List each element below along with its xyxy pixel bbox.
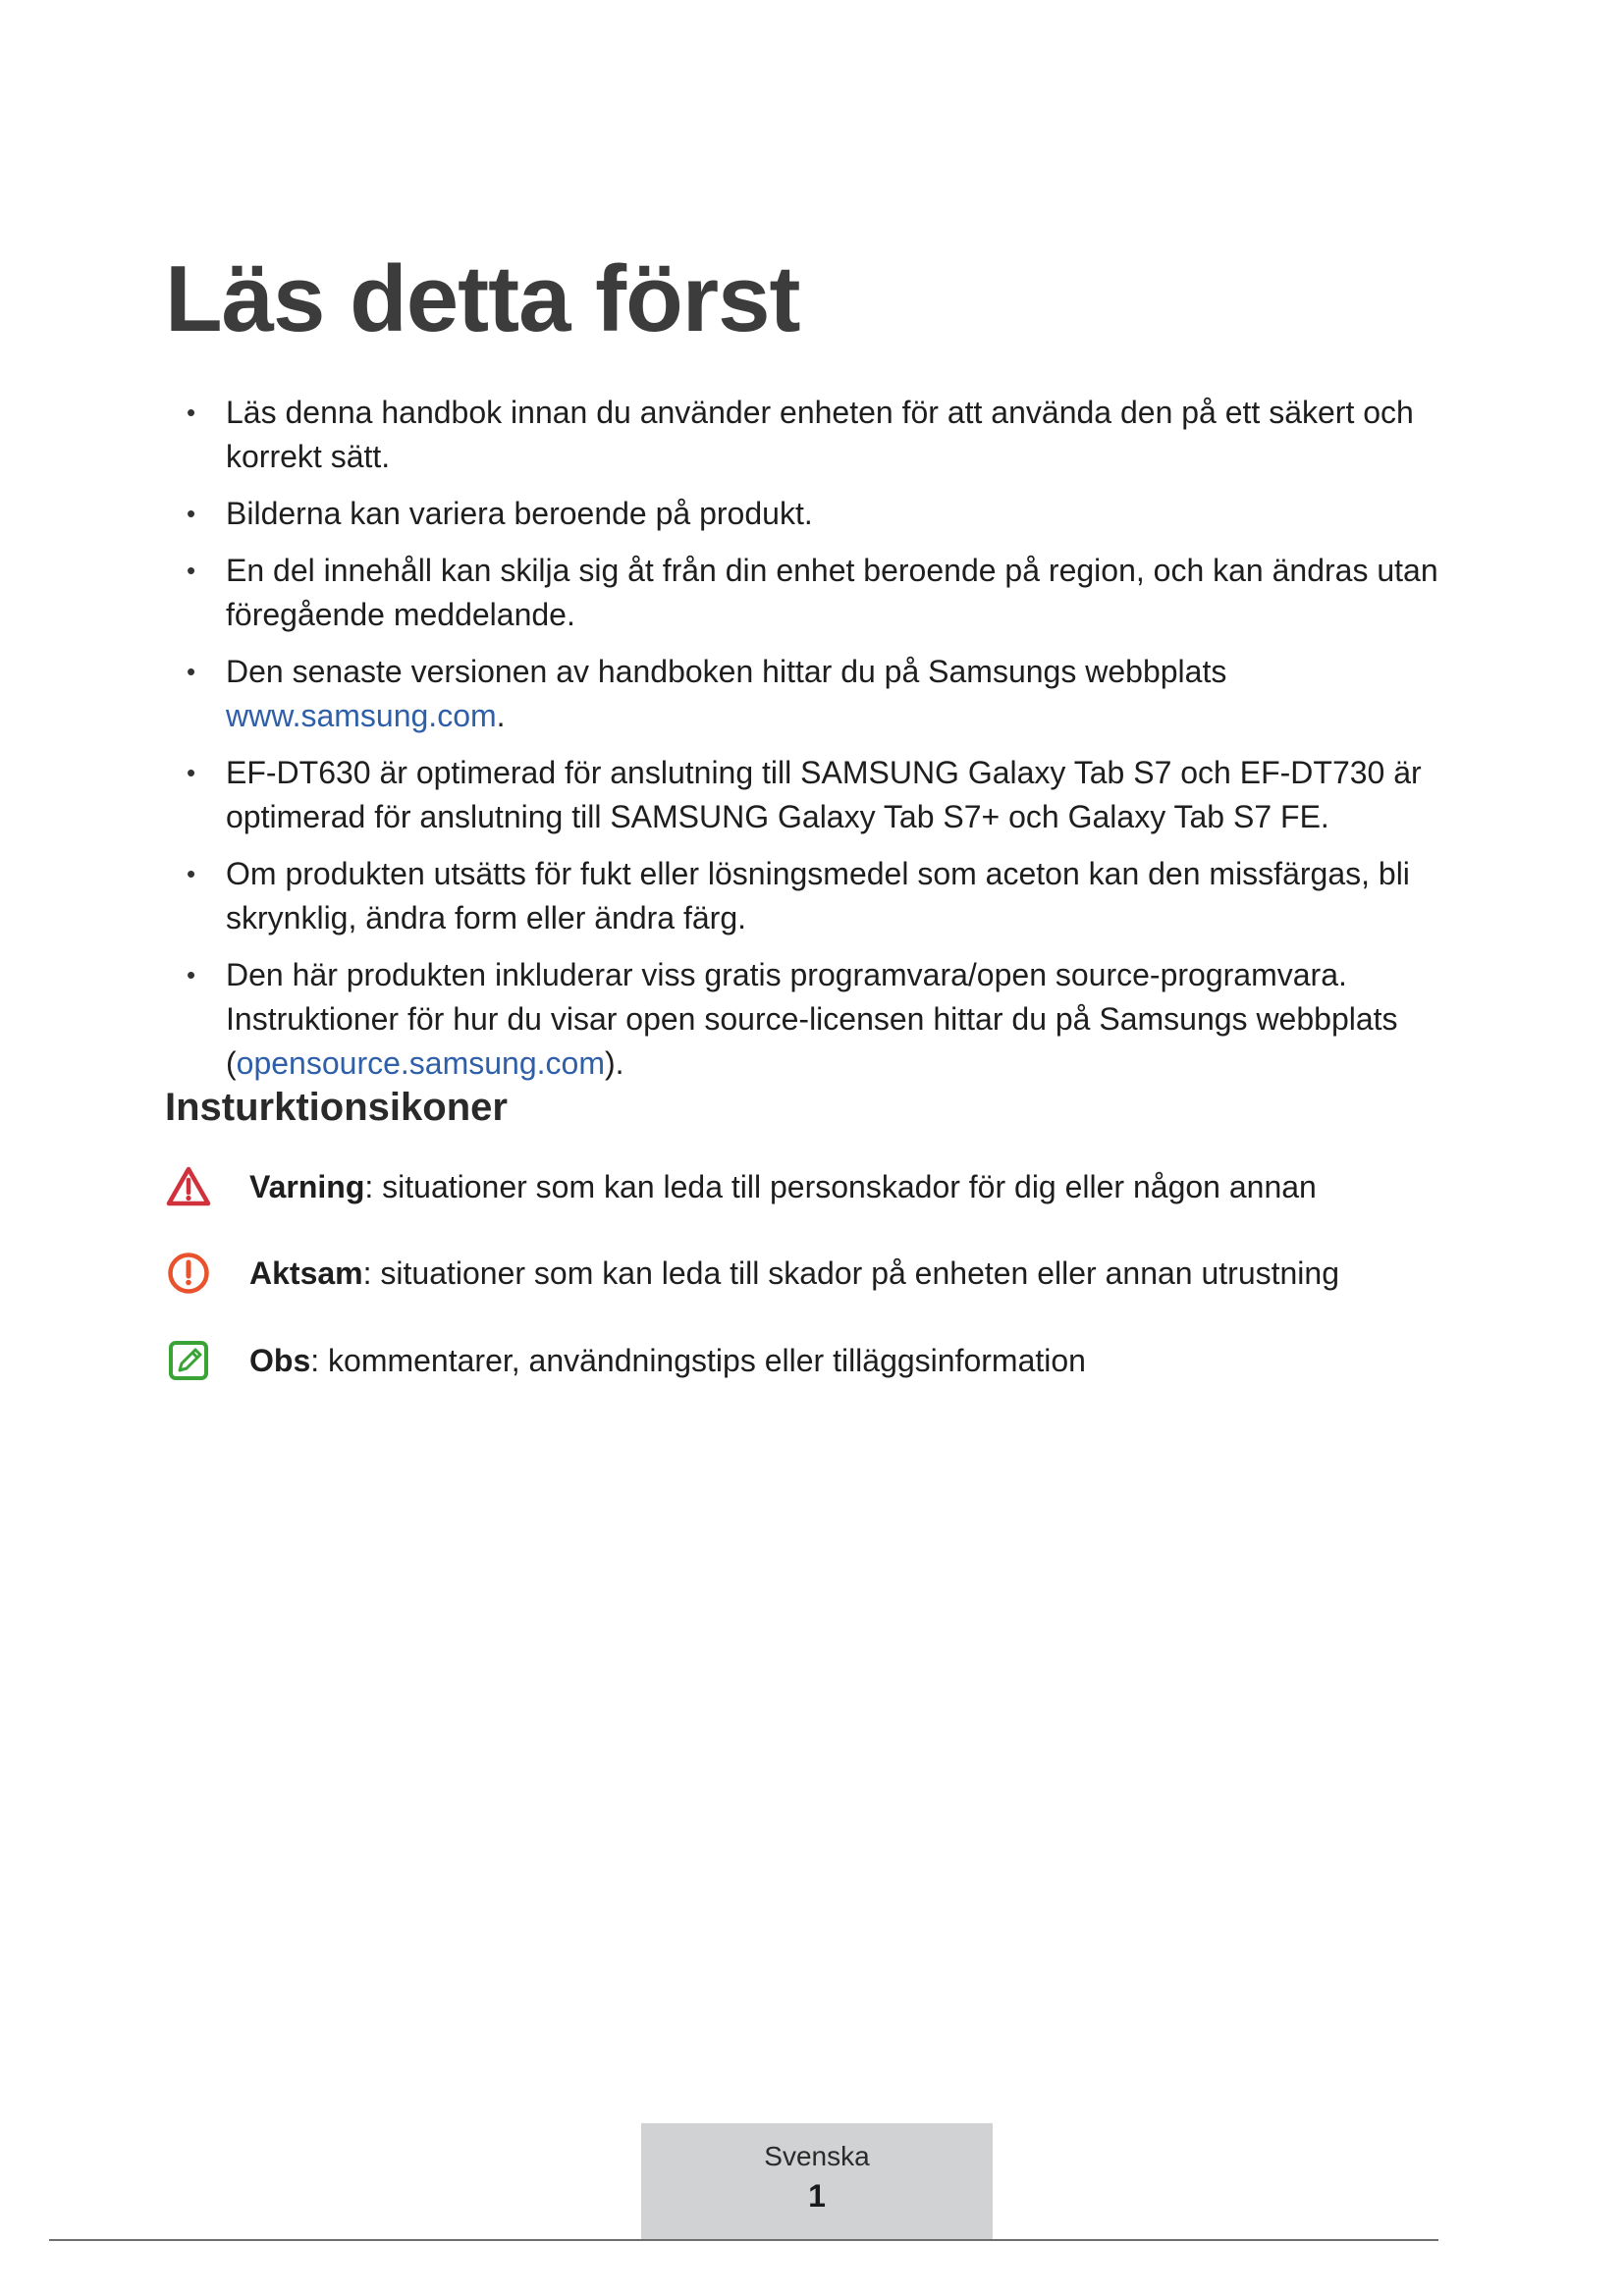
legend-term: Obs [249,1342,311,1378]
page-number: 1 [808,2178,826,2214]
legend-term: Varning [249,1168,365,1204]
bullet-text: En del innehåll kan skilja sig åt från din enhet beroende på region, och kan ändras utan föregående meddelande. [226,553,1438,632]
list-item [187,953,1502,1086]
bullet-marker: • [187,499,196,528]
footer-page-tab [641,2123,993,2239]
bullet-text: Läs denna handbok innan du använder enheten för att använda den på ett säkert och korrekt sätt. [226,395,1414,474]
note-pen-icon [165,1337,212,1384]
icon-legend-warning [165,1162,1481,1211]
bullet-text-prefix: ( [226,1045,237,1081]
list-item [187,492,1502,536]
list-item [187,650,1502,738]
footer-divider [49,2239,1438,2241]
bullet-text-suffix: ). [604,1045,624,1081]
bullet-marker: • [187,758,196,787]
opensource-website-link[interactable]: opensource.samsung.com [236,1045,605,1081]
icon-legend-note [165,1336,1481,1385]
bullet-text: EF-DT630 är optimerad för anslutning till SAMSUNG Galaxy Tab S7 och EF-DT730 är optimerad för anslutning till SAMSUNG Galaxy Tab S7+ och Galaxy Tab S7 FE. [226,755,1422,834]
caution-circle-icon [165,1250,212,1297]
list-item [187,549,1502,637]
legend-term: Aktsam [249,1255,363,1291]
list-item [187,852,1502,940]
bullet-text-suffix: . [496,698,506,733]
legend-description: : situationer som kan leda till skador på enheten eller annan utrustning [362,1255,1339,1291]
legend-description: : kommentarer, användningstips eller tilläggsinformation [310,1342,1086,1378]
bullet-text: Om produkten utsätts för fukt eller lösningsmedel som aceton kan den missfärgas, bli skrynklig, ändra form eller ändra färg. [226,856,1410,935]
warning-triangle-icon [165,1163,212,1210]
intro-bullet-list [187,391,1502,1098]
legend-description: : situationer som kan leda till personskador för dig eller någon annan [364,1168,1317,1204]
list-item [187,751,1502,839]
bullet-marker: • [187,859,196,888]
bullet-marker: • [187,556,196,585]
list-item [187,391,1502,479]
bullet-marker: • [187,657,196,686]
footer-language: Svenska [764,2141,870,2171]
instruction-icons-heading: Insturktionsikoner [165,1086,508,1129]
bullet-text: Den här produkten inkluderar viss gratis programvara/open source-programvara. Instruktioner för hur du visar open source-licensen hittar du på Samsungs webbplats [226,957,1398,1037]
icon-legend-caution [165,1249,1481,1298]
page-title: Läs detta först [165,246,800,351]
bullet-marker: • [187,960,196,989]
bullet-text: Den senaste versionen av handboken hittar du på Samsungs webbplats [226,654,1227,689]
samsung-website-link[interactable]: www.samsung.com [226,698,497,733]
bullet-marker: • [187,398,196,427]
bullet-text: Bilderna kan variera beroende på produkt. [226,496,813,531]
